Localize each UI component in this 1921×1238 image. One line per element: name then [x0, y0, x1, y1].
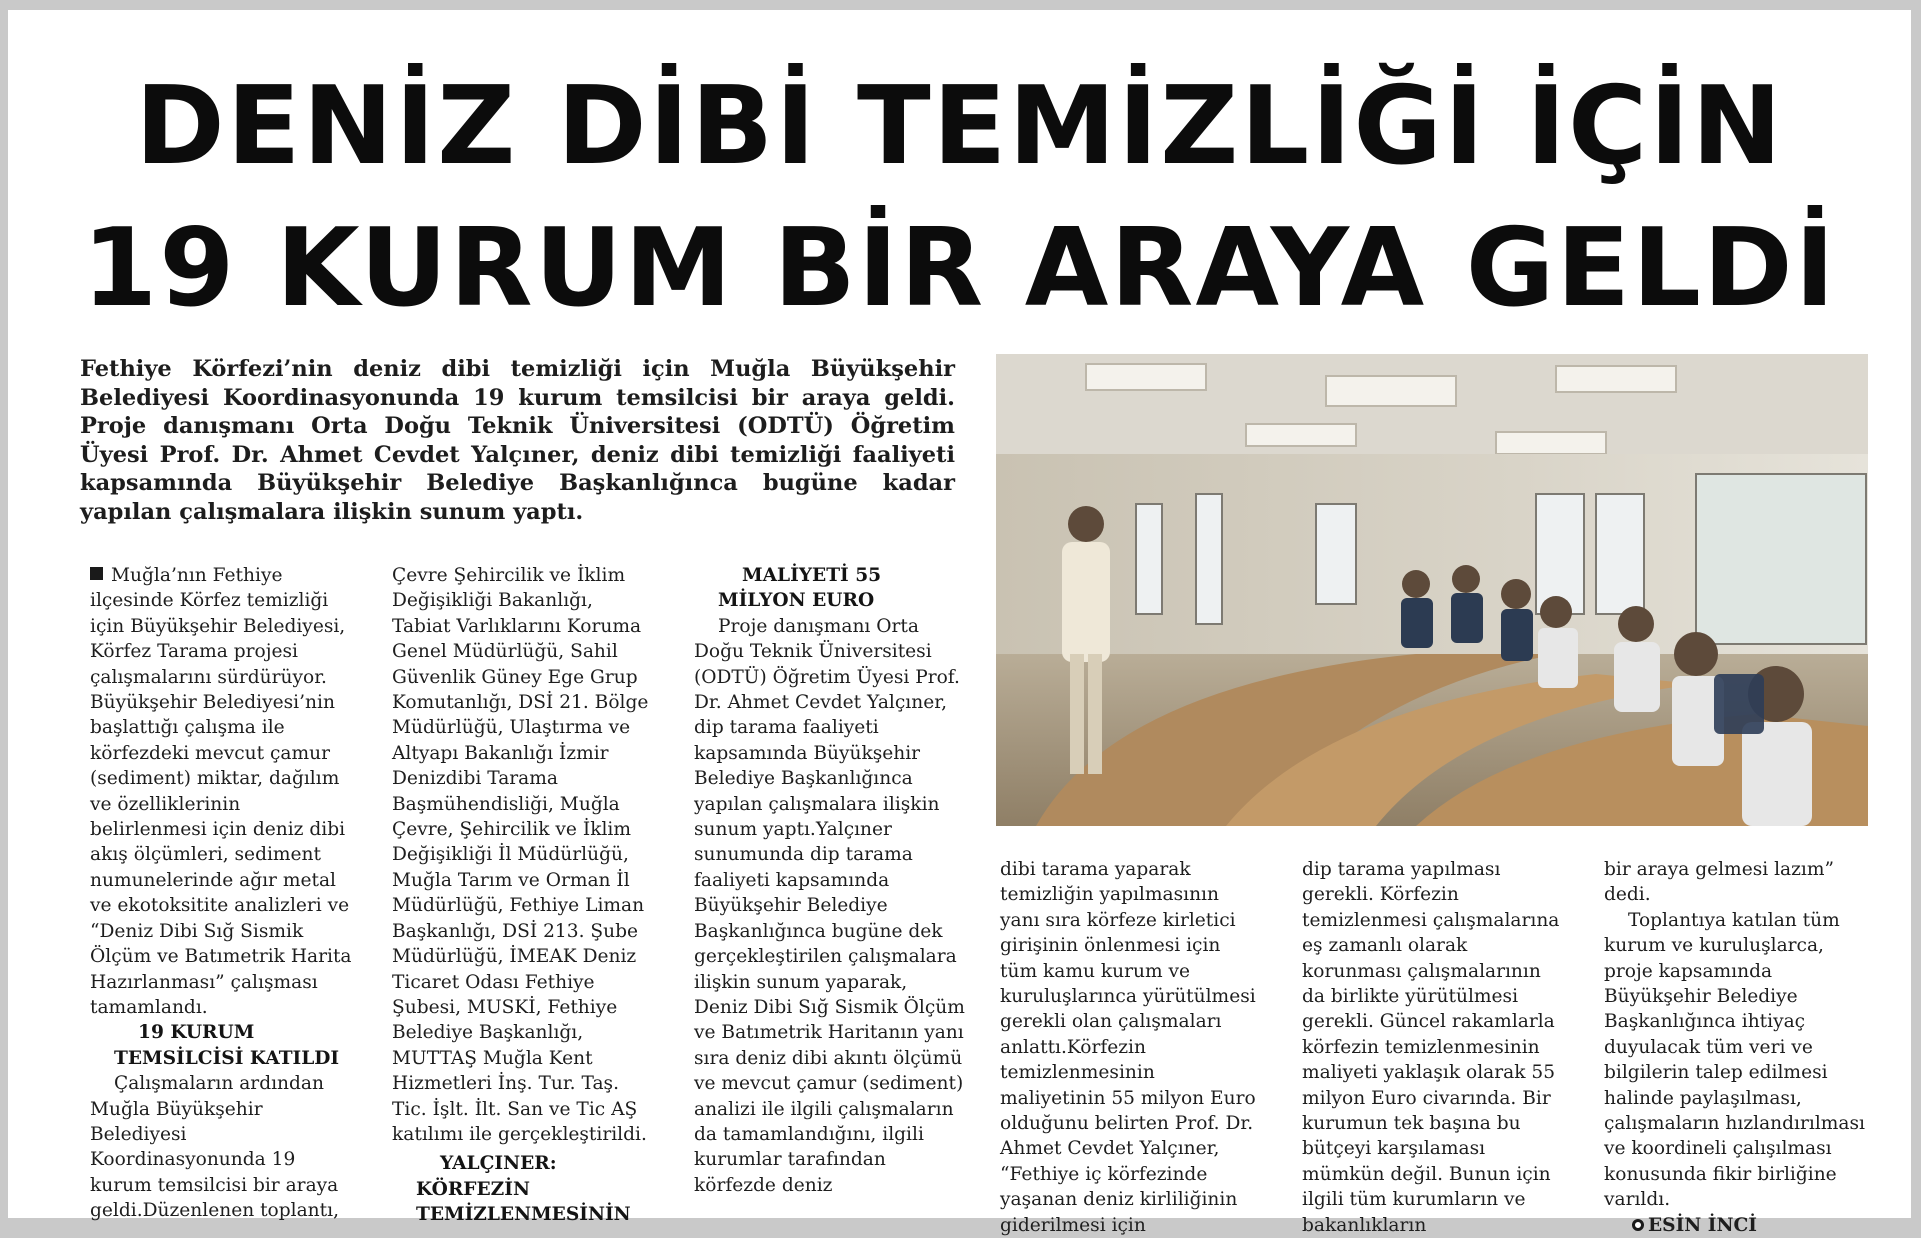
col6-paragraph-2: Toplantıya katılan tüm kurum ve kuruluşlarca, proje kapsamında Büyükşehir Belediye Başkanlığınca ihtiyaç duyulacak tüm veri ve bilgilerin talep edilmesi halinde paylaşılması, çalışmaların hızlandırılması ve koordineli çalışılması konusunda fikir birliğine varıldı.	[1604, 909, 1865, 1211]
column-5	[1302, 857, 1564, 1238]
meeting-photo-illustration	[996, 354, 1868, 826]
column-3	[694, 563, 966, 1198]
square-bullet-icon	[90, 567, 103, 580]
col5-paragraph-1: dip tarama yapılması gerekli. Körfezin temizlenmesi çalışmalarına eş zamanlı olarak korunması çalışmalarının da birlikte yürütülmesi gerekli. Güncel rakamlarla körfezin temizlenmesinin maliyeti yaklaşık olarak 55 milyon Euro civarında. Bir kurumun tek başına bu bütçeyi karşılaması mümkün değil. Bunun için ilgili tüm kurumların ve bakanlıkların	[1302, 859, 1560, 1236]
col3-subheading: MALİYETİ 55 MİLYON EURO	[718, 565, 882, 612]
column-6	[1604, 857, 1874, 1238]
column-4	[1000, 857, 1262, 1238]
headline-line-1: DENİZ DİBİ TEMİZLİĞİ İÇİN	[135, 64, 1784, 189]
headline-line-2: 19 KURUM BİR ARAYA GELDİ	[82, 206, 1837, 331]
headline	[8, 56, 1911, 340]
col4-paragraph-1: dibi tarama yaparak temizliğin yapılmasının yanı sıra körfeze kirletici girişinin önlenmesi için tüm kamu kurum ve kuruluşlarınca yürütülmesi gerekli olan çalışmaları anlattı.Körfezin temizlenmesinin maliyetinin 55 milyon Euro olduğunu belirten Prof. Dr. Ahmet Cevdet Yalçıner, “Fethiye iç körfezinde yaşanan deniz kirliliğinin giderilmesi için	[1000, 859, 1256, 1236]
column-1	[90, 563, 356, 1224]
col1-paragraph-2: Çalışmaların ardından Muğla Büyükşehir Belediyesi Koordinasyonunda 19 kurum temsilcisi bir araya geldi.Düzenlenen toplantı,	[90, 1073, 339, 1222]
col2-paragraph-1: Çevre Şehircilik ve İklim Değişikliği Bakanlığı, Tabiat Varlıklarını Koruma Genel Müdürlüğü, Sahil Güvenlik Güney Ege Grup Komutanlığı, DSİ 21. Bölge Müdürlüğü, Ulaştırma ve Altyapı Bakanlığı İzmir Denizdibi Tarama Başmühendisliği, Muğla Çevre, Şehircilik ve İklim Değişikliği İl Müdürlüğü, Muğla Tarım ve Orman İl Müdürlüğü, Fethiye Liman Başkanlığı, DSİ 213. Şube Müdürlüğü, İMEAK Deniz Ticaret Odası Fethiye Şubesi, MUSKİ, Fethiye Belediye Başkanlığı, MUTTAŞ Muğla Kent Hizmetleri İnş. Tur. Taş. Tic. İşlt. İlt. San ve Tic AŞ katılımı ile gerçekleştirildi.	[392, 565, 649, 1145]
col1-subheading: 19 KURUM TEMSİLCİSİ KATILDI	[114, 1022, 340, 1069]
column-2	[392, 563, 654, 1228]
author-byline: ESİN İNCİ	[1604, 1213, 1874, 1238]
col3-paragraph-1: Proje danışmanı Orta Doğu Teknik Üniversitesi (ODTÜ) Öğretim Üyesi Prof. Dr. Ahmet Cevdet Yalçıner, dip tarama faaliyeti kapsamında Büyükşehir Belediye Başkanlığınca yapılan çalışmalara ilişkin sunum yaptı.Yalçıner sunumunda dip tarama faaliyeti kapsamında Büyükşehir Belediye Başkanlığınca bugüne dek gerçekleştirilen çalışmalara ilişkin sunum yaparak, Deniz Dibi Sığ Sismik Ölçüm ve Batımetrik Haritanın yanı sıra deniz dibi akıntı ölçümü ve mevcut çamur (sediment) analizi ile ilgili çalışmaların da tamamlandığını, ilgili kurumlar tarafından körfezde deniz	[694, 615, 965, 1196]
col1-paragraph-1: Muğla’nın Fethiye ilçesinde Körfez temizliği için Büyükşehir Belediyesi, Körfez Tarama projesi çalışmalarını sürdürüyor. Büyükşehir Belediyesi’nin başlattığı çalışma ile körfezdeki mevcut çamur (sediment) miktar, dağılım ve özelliklerinin belirlenmesi için deniz dibi akış ölçümleri, sediment numunelerinde ağır metal ve ekotoksitite analizleri ve “Deniz Dibi Sığ Sismik Ölçüm ve Batımetrik Harita Hazırlanması” çalışması tamamlandı.	[90, 565, 352, 1018]
meeting-photo	[996, 354, 1868, 826]
byline-bullet-icon	[1632, 1219, 1644, 1231]
lead-paragraph: Fethiye Körfezi’nin deniz dibi temizliği için Muğla Büyükşehir Belediyesi Koordinasyonunda 19 kurum temsilcisi bir araya geldi. Proje danışmanı Orta Doğu Teknik Üniversitesi (ODTÜ) Öğretim Üyesi Prof. Dr. Ahmet Cevdet Yalçıner, deniz dibi temizliği faaliyeti kapsamında Büyükşehir Belediye Başkanlığınca bugüne kadar yapılan çalışmalara ilişkin sunum yaptı.	[80, 356, 955, 525]
newspaper-page	[8, 10, 1911, 1236]
col6-paragraph-1: bir araya gelmesi lazım” dedi.	[1604, 859, 1835, 906]
col2-subheading: YALÇINER: KÖRFEZİN TEMİZLENMESİNİN	[416, 1153, 631, 1226]
